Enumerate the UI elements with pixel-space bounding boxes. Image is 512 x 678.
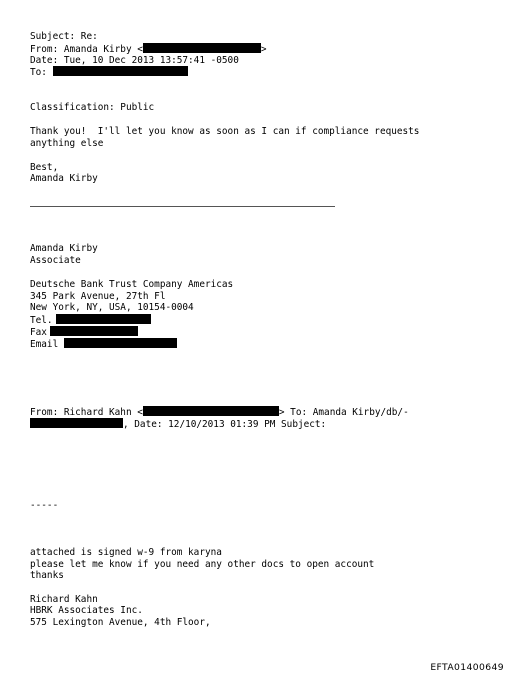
fax-label: Fax — [30, 327, 47, 338]
date-line: Date: Tue, 10 Dec 2013 13:57:41 -0500 — [30, 55, 239, 66]
redacted-email — [64, 338, 177, 348]
document-id: EFTA01400649 — [430, 662, 504, 673]
forwarded-from-label: From: Richard Kahn < — [30, 407, 143, 418]
forwarded-date-text: , Date: 12/10/2013 01:39 PM Subject: — [123, 419, 327, 430]
redacted-tel — [56, 314, 151, 324]
signature-fax — [30, 326, 138, 338]
from-close: > — [260, 44, 267, 55]
forwarded-date-line — [30, 418, 326, 430]
to-line — [30, 66, 188, 78]
signature-address-2: New York, NY, USA, 10154-0004 — [30, 302, 194, 313]
forwarded-message-line-1: attached is signed w-9 from karyna — [30, 547, 222, 558]
tel-label: Tel. — [30, 315, 53, 326]
forwarded-sender-company: HBRK Associates Inc. — [30, 605, 143, 616]
classification-line: Classification: Public — [30, 102, 155, 113]
from-label: From: Amanda Kirby < — [30, 44, 143, 55]
signature-tel — [30, 314, 151, 326]
forwarded-separator: ----- — [30, 500, 59, 511]
forwarded-sender-address: 575 Lexington Avenue, 4th Floor, — [30, 617, 211, 628]
signature-company: Deutsche Bank Trust Company Americas — [30, 279, 234, 290]
forwarded-sender-name: Richard Kahn — [30, 594, 98, 605]
subject-line: Subject: Re: — [30, 31, 98, 42]
message-line-1: Thank you! I'll let you know as soon as I can if compliance requests — [30, 126, 420, 137]
forwarded-to-text: > To: Amanda Kirby/db/- — [278, 407, 409, 418]
signoff-name: Amanda Kirby — [30, 173, 98, 184]
redacted-forwarded-from-email — [143, 406, 279, 416]
signature-title: Associate — [30, 255, 81, 266]
from-line — [30, 43, 267, 55]
signature-email — [30, 338, 177, 350]
forwarded-from-line — [30, 406, 409, 418]
signature-divider — [30, 206, 335, 207]
email-label: Email — [30, 339, 59, 350]
forwarded-message-line-2: please let me know if you need any other docs to open account — [30, 559, 375, 570]
message-line-2: anything else — [30, 138, 104, 149]
redacted-forwarded-to-email — [30, 418, 123, 428]
redacted-fax — [50, 326, 138, 336]
signature-address-1: 345 Park Avenue, 27th Fl — [30, 291, 166, 302]
forwarded-message-line-3: thanks — [30, 570, 64, 581]
signature-name: Amanda Kirby — [30, 243, 98, 254]
redacted-to-email — [53, 66, 188, 76]
closing-line: Best, — [30, 162, 59, 173]
redacted-from-email — [143, 43, 261, 53]
to-label: To: — [30, 67, 53, 78]
